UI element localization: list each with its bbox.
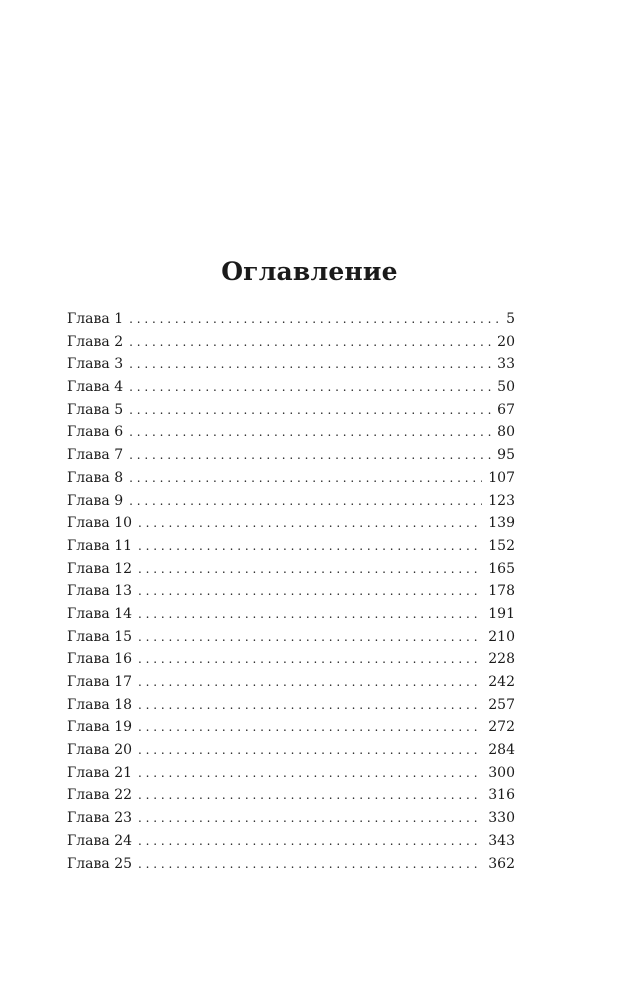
toc-entry [67, 830, 515, 853]
page-number: 228 [488, 651, 515, 668]
table-of-contents [67, 308, 515, 875]
toc-entry [67, 353, 515, 376]
toc-entry [67, 421, 515, 444]
chapter-label: Глава 10 [67, 515, 133, 532]
toc-entry [67, 467, 515, 490]
page-number: 152 [488, 537, 515, 554]
page-title: Оглавление [221, 257, 398, 286]
dot-leader [138, 830, 482, 853]
chapter-label: Глава 20 [67, 742, 133, 759]
toc-entry [67, 580, 515, 603]
dot-leader [129, 376, 491, 399]
dot-leader [138, 535, 482, 558]
chapter-label: Глава 2 [67, 333, 124, 350]
chapter-label: Глава 4 [67, 379, 124, 396]
page-number: 362 [488, 855, 515, 872]
page-number: 330 [488, 810, 515, 827]
dot-leader [138, 648, 482, 671]
page-number: 80 [497, 424, 515, 441]
chapter-label: Глава 1 [67, 311, 124, 327]
dot-leader [138, 580, 482, 603]
dot-leader [129, 353, 491, 376]
chapter-label: Глава 16 [67, 651, 133, 668]
chapter-label: Глава 25 [67, 855, 133, 872]
chapter-label: Глава 11 [67, 537, 133, 554]
toc-entry [67, 671, 515, 694]
toc-entry [67, 853, 515, 876]
page-number: 165 [488, 560, 515, 577]
toc-entry [67, 512, 515, 535]
page-number: 33 [497, 356, 515, 373]
page-number: 300 [488, 764, 515, 781]
chapter-label: Глава 21 [67, 764, 133, 781]
toc-entry [67, 603, 515, 626]
chapter-label: Глава 7 [67, 447, 124, 464]
toc-entry [67, 762, 515, 785]
chapter-label: Глава 17 [67, 674, 133, 690]
dot-leader [138, 603, 482, 626]
page-number: 123 [488, 492, 515, 509]
chapter-label: Глава 3 [67, 356, 124, 373]
toc-entry [67, 739, 515, 762]
chapter-label: Глава 18 [67, 696, 133, 713]
page-number: 284 [488, 742, 515, 759]
dot-leader [138, 512, 482, 535]
toc-entry [67, 490, 515, 513]
page-number: 191 [488, 605, 515, 622]
toc-entry [67, 626, 515, 649]
page-number: 210 [488, 628, 515, 645]
toc-entry [67, 716, 515, 739]
dot-leader [138, 807, 482, 830]
toc-entry [67, 376, 515, 399]
toc-entry [67, 648, 515, 671]
dot-leader [138, 716, 482, 739]
page-number: 107 [488, 469, 515, 486]
chapter-label: Глава 12 [67, 560, 133, 577]
toc-entry [67, 558, 515, 581]
chapter-label: Глава 6 [67, 424, 124, 441]
toc-entry [67, 331, 515, 354]
chapter-label: Глава 24 [67, 832, 133, 849]
toc-entry [67, 807, 515, 830]
page-number: 20 [497, 333, 515, 350]
chapter-label: Глава 9 [67, 492, 124, 509]
page-number: 272 [488, 719, 515, 736]
chapter-label: Глава 5 [67, 401, 124, 418]
page-number: 178 [488, 583, 515, 600]
dot-leader [138, 762, 482, 785]
page-number: 139 [488, 515, 515, 532]
page-number: 316 [488, 787, 515, 804]
dot-leader [138, 853, 482, 876]
chapter-label: Глава 13 [67, 583, 133, 600]
chapter-label: Глава 22 [67, 787, 133, 804]
chapter-label: Глава 23 [67, 810, 133, 827]
chapter-label: Глава 8 [67, 469, 124, 486]
dot-leader [138, 784, 482, 807]
page-number: 5 [506, 311, 515, 327]
page-number: 50 [497, 379, 515, 396]
dot-leader [129, 490, 482, 513]
dot-leader [129, 444, 491, 467]
page-number: 257 [488, 696, 515, 713]
dot-leader [138, 694, 482, 717]
toc-entry [67, 308, 515, 331]
toc-entry [67, 399, 515, 422]
dot-leader [129, 331, 491, 354]
page-number: 95 [497, 447, 515, 464]
chapter-label: Глава 19 [67, 719, 133, 736]
page-number: 242 [488, 674, 515, 690]
dot-leader [129, 308, 500, 331]
dot-leader [129, 467, 482, 490]
toc-entry [67, 535, 515, 558]
toc-entry [67, 444, 515, 467]
chapter-label: Глава 14 [67, 605, 133, 622]
toc-entry [67, 784, 515, 807]
page-number: 343 [488, 832, 515, 849]
dot-leader [138, 671, 482, 694]
dot-leader [138, 739, 482, 762]
dot-leader [129, 421, 491, 444]
dot-leader [138, 626, 482, 649]
chapter-label: Глава 15 [67, 628, 133, 645]
dot-leader [129, 399, 491, 422]
page-number: 67 [497, 401, 515, 418]
dot-leader [138, 558, 482, 581]
toc-entry [67, 694, 515, 717]
